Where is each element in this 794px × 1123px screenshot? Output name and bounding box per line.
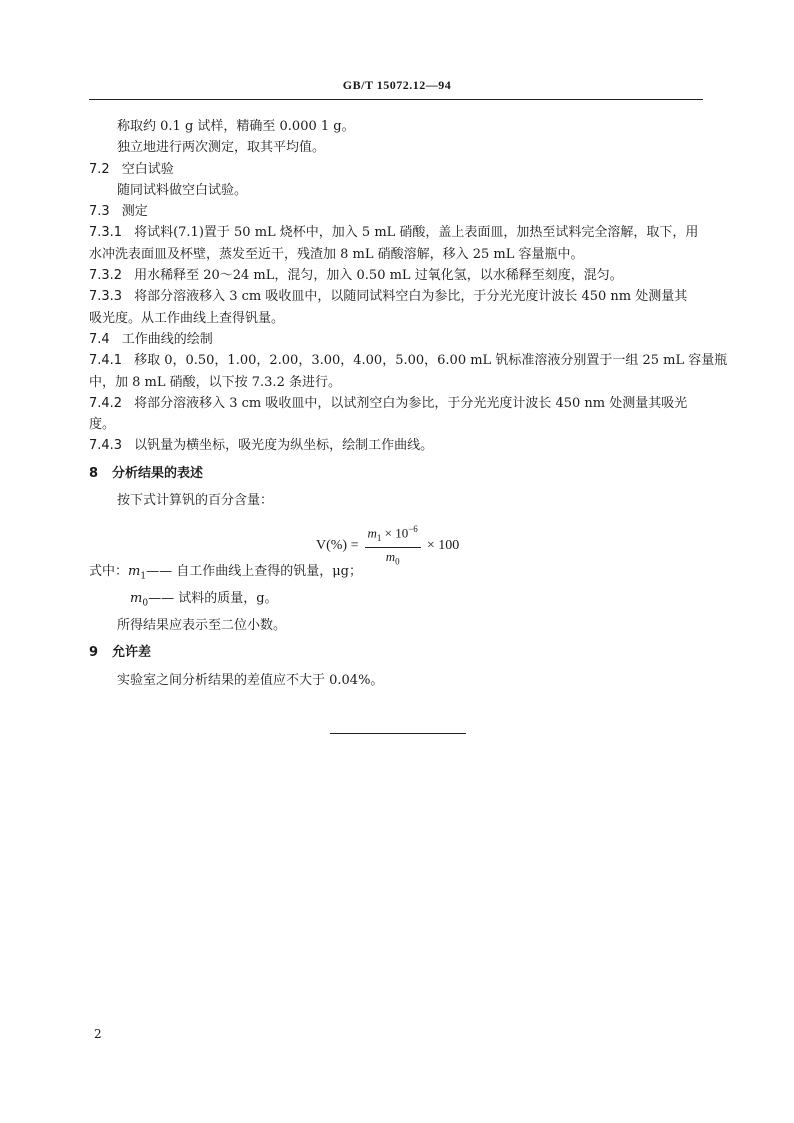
rounding-note: 所得结果应表示至二位小数。 (117, 618, 287, 634)
clause-text: 以钒量为横坐标，吸光度为纵坐标，绘制工作曲线。 (134, 438, 434, 454)
clause-text: 吸光度。从工作曲线上查得钒量。 (89, 310, 285, 326)
section-9-heading (89, 642, 704, 663)
clause-number: 7.4.1 (89, 353, 123, 369)
section-9-number: 9 (89, 645, 99, 661)
procedure-line (89, 286, 704, 307)
procedure-line (89, 137, 704, 158)
clause-number: 7.4.3 (89, 438, 123, 454)
clause-text: 测定 (121, 204, 148, 220)
clause-number: 7.3.2 (89, 268, 123, 284)
where-m1-text: —— 自工作曲线上查得的钒量，μg； (146, 564, 362, 580)
clause-text: 将部分溶液移入 3 cm 吸收皿中，以随同试料空白为参比，于分光光度计波长 450 nm 处测量其 (134, 289, 688, 305)
standard-header: GB/T 15072.12—94 (342, 78, 452, 92)
clause-number: 7.3 (89, 204, 110, 220)
where-m1-sub: 1 (140, 571, 147, 582)
formula-m0-sub: 0 (395, 556, 400, 567)
clause-text: 度。 (89, 417, 116, 433)
end-of-document-rule (330, 733, 466, 734)
clause-text: 水冲洗表面皿及杯壁，蒸发至近干，残渣加 8 mL 硝酸溶解，移入 25 mL 容量瓶中。 (89, 246, 584, 262)
clause-text: 工作曲线的绘制 (121, 331, 213, 347)
section-9-title: 允许差 (112, 645, 152, 661)
section-8-number: 8 (89, 465, 99, 481)
procedure-line (89, 265, 704, 286)
where-m0-sub: 0 (142, 598, 149, 609)
clause-text: 空白试验 (121, 161, 174, 177)
procedure-line (89, 244, 704, 265)
procedure-line (89, 180, 704, 201)
section-8-title: 分析结果的表述 (112, 465, 204, 481)
procedure-line (89, 393, 704, 414)
formula-fraction (365, 520, 421, 571)
procedure-line (89, 372, 704, 393)
document-body (89, 116, 728, 691)
clause-text: 独立地进行两次测定，取其平均值。 (117, 140, 326, 156)
procedure-line (89, 308, 704, 329)
header-rule (89, 99, 703, 100)
clause-number: 7.2 (89, 161, 110, 177)
procedure-line (89, 222, 704, 243)
procedure-line (89, 159, 704, 180)
formula-exponent: −6 (408, 524, 418, 535)
where-m1-var: m (128, 564, 141, 580)
section-8-heading (89, 463, 704, 484)
procedure-line (89, 201, 704, 222)
clause-number: 7.3.3 (89, 289, 123, 305)
procedure-line (89, 350, 728, 371)
formula-m1-sub: 1 (376, 533, 382, 544)
where-prefix: 式中： (89, 564, 129, 580)
clause-text: 随同试料做空白试验。 (117, 182, 248, 198)
formula-m0-var: m (385, 549, 396, 565)
clause-text: 中，加 8 mL 硝酸，以下按 7.3.2 条进行。 (89, 374, 341, 390)
where-m0 (89, 588, 704, 615)
procedure-line (89, 414, 704, 435)
formula-intro: 按下式计算钒的百分含量： (117, 493, 274, 509)
clause-number: 7.4.2 (89, 395, 123, 411)
where-m0-var: m (130, 591, 143, 607)
where-m0-text: —— 试料的质量，g。 (148, 591, 278, 607)
clause-text: 将试料(7.1)置于 50 mL 烧杯中，加入 5 mL 硝酸，盖上表面皿，加热至试料完全溶解，取下，用 (134, 225, 699, 241)
procedure-line (89, 435, 704, 456)
procedure-lines (89, 116, 728, 457)
formula-rhs: × 100 (426, 537, 460, 553)
clause-number: 7.3.1 (89, 225, 123, 241)
clause-text: 将部分溶液移入 3 cm 吸收皿中，以试剂空白为参比，于分光光度计波长 450 nm 处测量其吸光 (134, 395, 688, 411)
formula-times-ten: × 10 (381, 525, 409, 541)
page-number: 2 (94, 1027, 102, 1041)
tolerance-text: 实验室之间分析结果的差值应不大于 0.04%。 (117, 672, 384, 688)
formula-m1-var: m (367, 525, 377, 541)
clause-text: 移取 0，0.50，1.00，2.00，3.00，4.00，5.00，6.00 mL 钒标准溶液分别置于一组 25 mL 容量瓶 (134, 353, 728, 369)
clause-text: 称取约 0.1 g 试样，精确至 0.000 1 g。 (117, 119, 355, 134)
clause-number: 7.4 (89, 331, 110, 347)
clause-text: 用水稀释至 20～24 mL，混匀，加入 0.50 mL 过氧化氢，以水稀释至刻度，混匀。 (134, 268, 623, 284)
vanadium-formula (89, 511, 704, 567)
formula-lhs: V(%) = (316, 537, 359, 553)
procedure-line (89, 329, 704, 350)
procedure-line (89, 116, 704, 137)
